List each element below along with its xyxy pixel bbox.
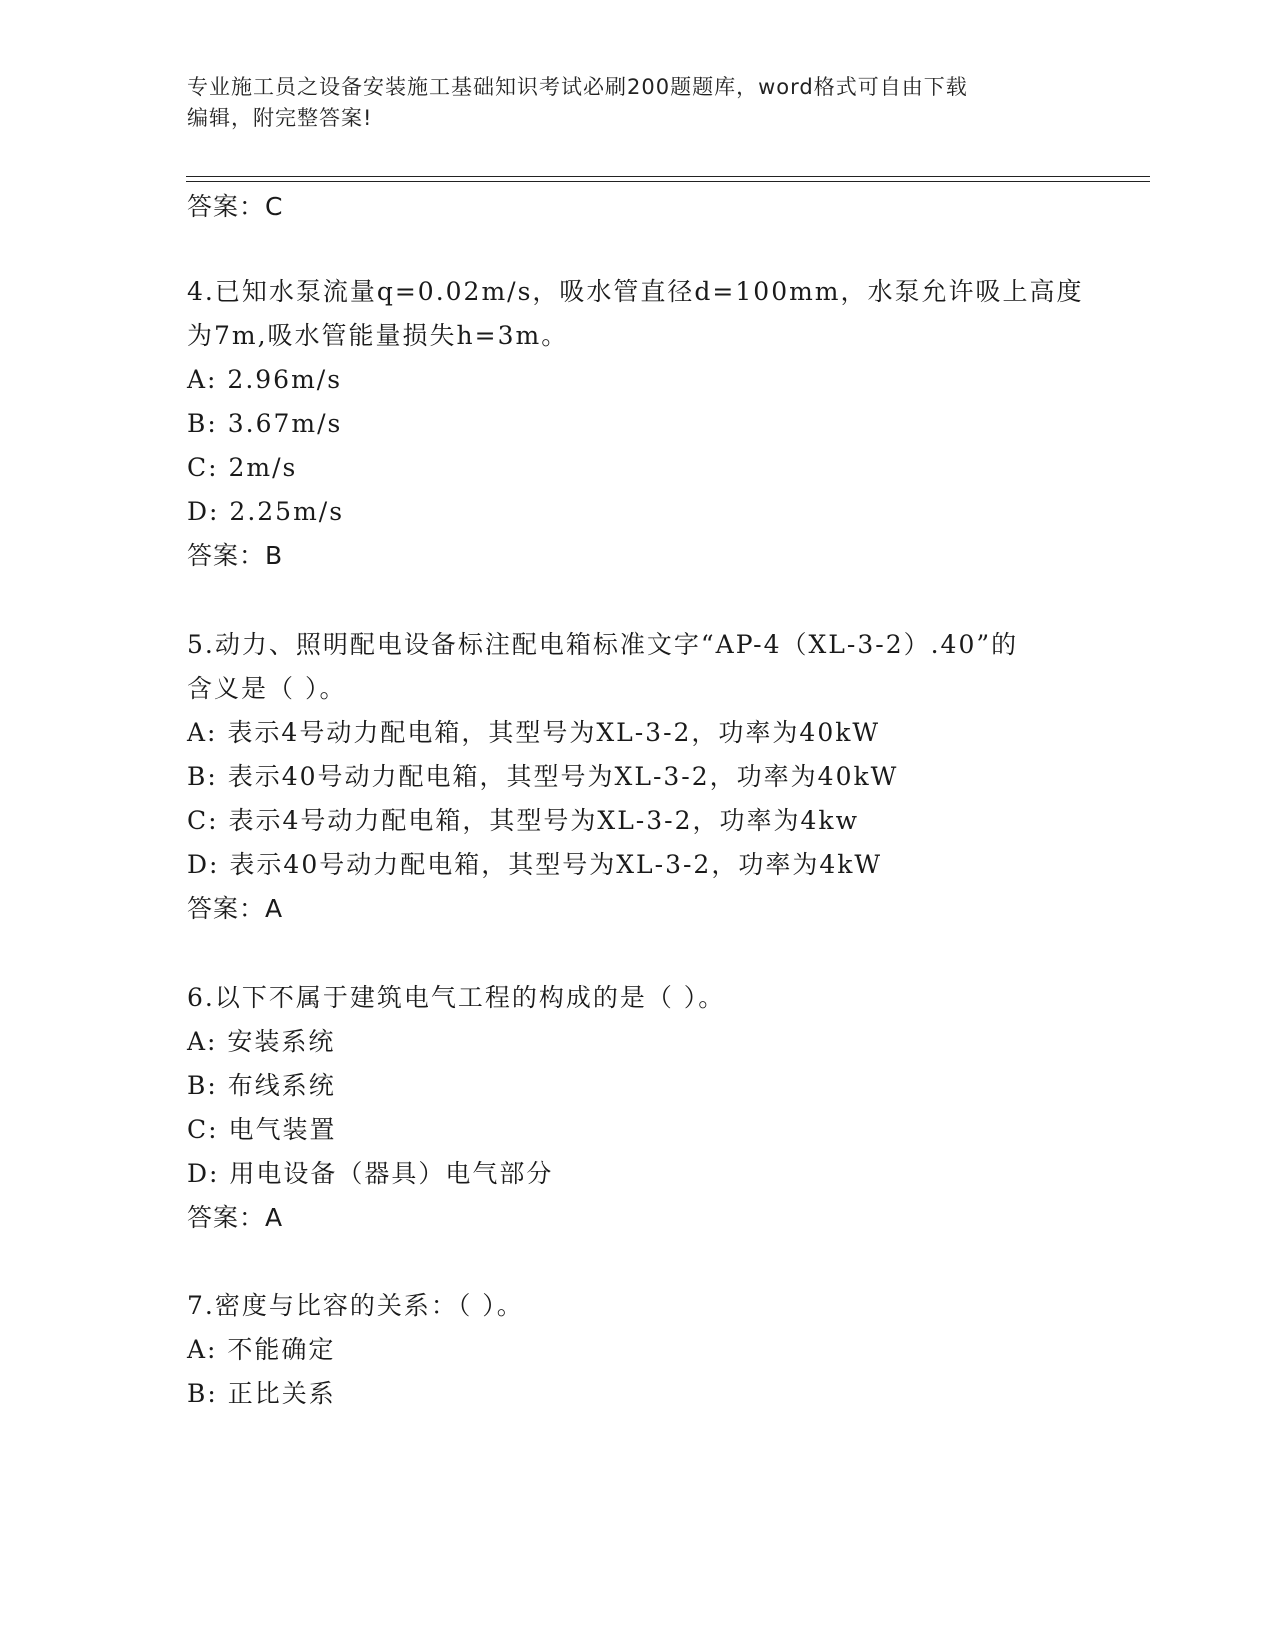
header-line-2: 编辑，附完整答案! (187, 106, 373, 130)
option-b: B: 正比关系 (187, 1379, 336, 1408)
option-b: B: 3.67m/s (187, 409, 343, 438)
question-stem: 4.已知水泵流量q=0.02m/s，吸水管直径d=100mm，水泵允许吸上高度 (187, 277, 1084, 306)
previous-answer: 答案：C (187, 192, 284, 221)
option-d: D: 用电设备（器具）电气部分 (187, 1159, 554, 1188)
header-rule-bottom (186, 181, 1150, 182)
question-stem-continued: 为7m,吸水管能量损失h=3m。 (187, 321, 569, 350)
question-stem: 7.密度与比容的关系：（ ）。 (187, 1291, 524, 1320)
answer: 答案：B (187, 541, 284, 570)
option-b: B: 表示40号动力配电箱，其型号为XL-3-2，功率为40kW (187, 762, 899, 791)
option-a: A: 不能确定 (187, 1335, 336, 1364)
question-stem-continued: 含义是（ ）。 (187, 674, 347, 703)
answer: 答案：A (187, 1203, 284, 1232)
option-a: A: 安装系统 (187, 1027, 336, 1056)
answer: 答案：A (187, 894, 284, 923)
header-rule-top (186, 176, 1150, 177)
option-d: D: 表示40号动力配电箱，其型号为XL-3-2，功率为4kW (187, 850, 883, 879)
option-d: D: 2.25m/s (187, 497, 345, 526)
option-b: B: 布线系统 (187, 1071, 336, 1100)
question-stem: 5.动力、照明配电设备标注配电箱标准文字“AP-4（XL-3-2）.40”的 (187, 630, 1019, 659)
question-stem: 6.以下不属于建筑电气工程的构成的是（ ）。 (187, 983, 726, 1012)
option-a: A: 表示4号动力配电箱，其型号为XL-3-2，功率为40kW (187, 718, 881, 747)
option-c: C: 电气装置 (187, 1115, 337, 1144)
option-a: A: 2.96m/s (187, 365, 343, 394)
header-line-1: 专业施工员之设备安装施工基础知识考试必刷200题题库，word格式可自由下载 (187, 75, 968, 99)
page-header (187, 72, 1067, 134)
option-c: C: 2m/s (187, 453, 298, 482)
option-c: C: 表示4号动力配电箱，其型号为XL-3-2，功率为4kw (187, 806, 859, 835)
